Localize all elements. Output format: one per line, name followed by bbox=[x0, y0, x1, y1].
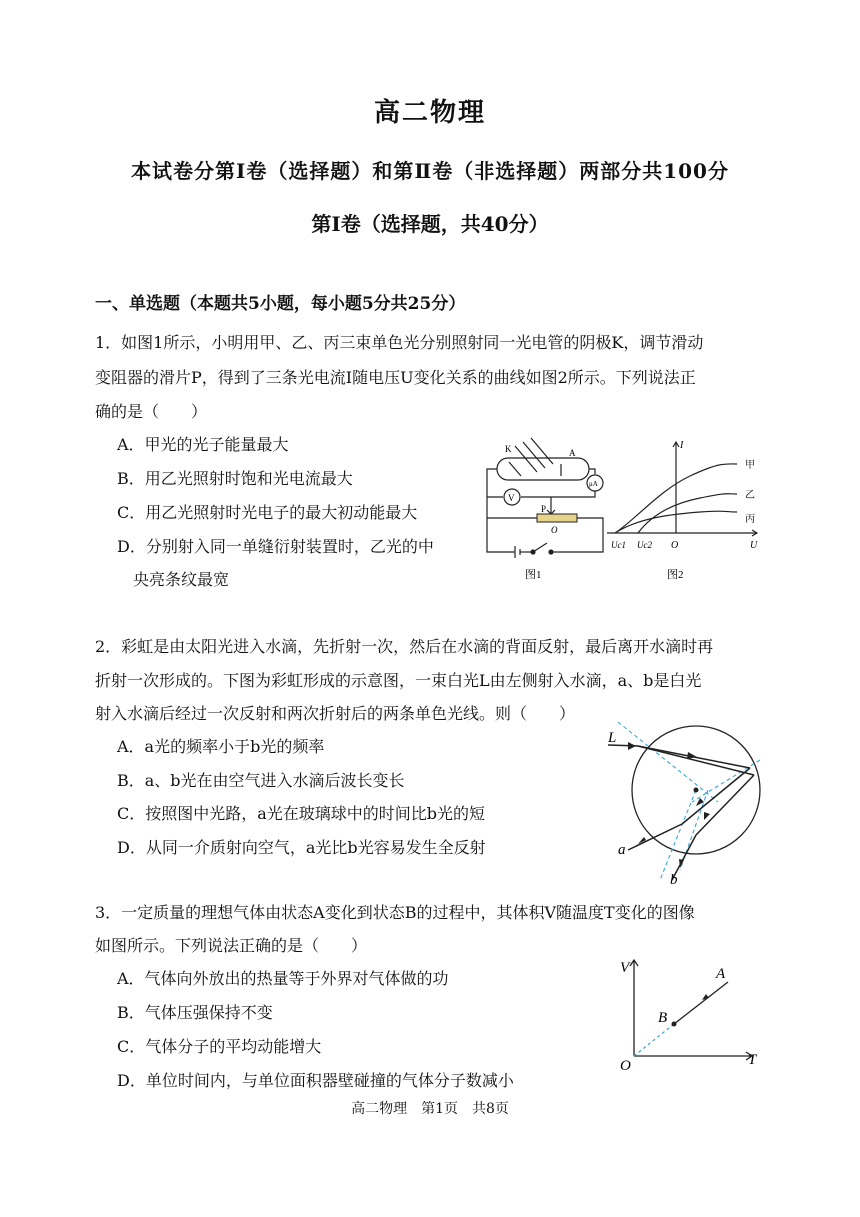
legend-jia: 甲 bbox=[745, 460, 755, 471]
q1-stem-line2: 变阻器的滑片P，得到了三条光电流I随电压U变化关系的曲线如图2所示。下列说法正 bbox=[95, 368, 696, 387]
legend-bing: 丙 bbox=[745, 514, 755, 525]
tick-uc1: Uc1 bbox=[611, 540, 626, 550]
q1-option-a: A．甲光的光子能量最大 bbox=[117, 435, 289, 454]
axis-label-i: I bbox=[680, 440, 684, 451]
q2-stem-line2: 折射一次形成的。下图为彩虹形成的示意图，一束白光L由左侧射入水滴，a、b是白光 bbox=[95, 671, 702, 690]
point-label-a: A bbox=[716, 966, 726, 982]
origin-label: O bbox=[620, 1058, 631, 1074]
q2-option-b: B．a、b光在由空气进入水滴后波长变长 bbox=[117, 771, 405, 790]
part-heading: 第Ⅰ卷（选择题，共40分） bbox=[311, 212, 549, 236]
figure1-caption: 图1 bbox=[525, 569, 542, 581]
q2-stem-line3: 射入水滴后经过一次反射和两次折射后的两条单色光线。则（ ） bbox=[95, 704, 576, 723]
q2-stem-line1: 2．彩虹是由太阳光进入水滴，先折射一次，然后在水滴的背面反射，最后离开水滴时再 bbox=[95, 637, 714, 656]
figure2-caption: 图2 bbox=[667, 569, 684, 581]
q3-vt-graph bbox=[612, 952, 772, 1077]
q3-option-d: D．单位时间内，与单位面积器壁碰撞的气体分子数减小 bbox=[117, 1071, 514, 1090]
q2-option-c: C．按照图中光路，a光在玻璃球中的时间比b光的短 bbox=[117, 804, 486, 823]
exam-info: 本试卷分第Ⅰ卷（选择题）和第Ⅱ卷（非选择题）两部分共100分 bbox=[131, 159, 729, 183]
q3-option-b: B．气体压强保持不变 bbox=[117, 1003, 273, 1022]
legend-yi: 乙 bbox=[745, 490, 755, 501]
label-a-ray: a bbox=[618, 842, 626, 858]
label-l: L bbox=[608, 730, 617, 746]
q2-option-d: D．从同一介质射向空气，a光比b光容易发生全反射 bbox=[117, 838, 486, 857]
q1-iu-graph bbox=[605, 432, 765, 582]
q3-stem-line1: 3．一定质量的理想气体由状态A变化到状态B的过程中，其体积V随温度T变化的图像 bbox=[95, 903, 695, 922]
q2-option-a: A．a光的频率小于b光的频率 bbox=[117, 737, 325, 756]
q2-rainbow-figure bbox=[600, 720, 775, 890]
q1-option-b: B．用乙光照射时饱和光电流最大 bbox=[117, 469, 353, 488]
q1-circuit-figure bbox=[475, 432, 615, 582]
q1-stem-line1: 1．如图1所示，小明用甲、乙、丙三束单色光分别照射同一光电管的阴极K，调节滑动 bbox=[95, 333, 704, 352]
axis-label-u: U bbox=[750, 540, 758, 551]
label-k: K bbox=[505, 444, 512, 454]
axis-label-t: T bbox=[748, 1052, 757, 1068]
tick-uc2: Uc2 bbox=[637, 540, 652, 550]
q1-option-d: D．分别射入同一单缝衍射装置时，乙光的中 bbox=[117, 537, 434, 556]
point-label-b: B bbox=[658, 1010, 668, 1026]
q1-stem-line3: 确的是（ ） bbox=[95, 402, 208, 421]
axis-label-v: V bbox=[620, 960, 630, 976]
label-microammeter: μA bbox=[589, 480, 598, 488]
label-a: A bbox=[569, 448, 576, 458]
page-footer: 高二物理 第1页 共8页 bbox=[351, 1101, 509, 1117]
q3-option-c: C．气体分子的平均动能增大 bbox=[117, 1037, 322, 1056]
q1-option-d-cont: 央亮条纹最宽 bbox=[133, 570, 230, 589]
section-heading: 一、单选题（本题共5小题，每小题5分共25分） bbox=[95, 294, 466, 314]
label-v: V bbox=[508, 493, 515, 503]
label-p: P bbox=[541, 504, 547, 514]
q1-option-c: C．用乙光照射时光电子的最大初动能最大 bbox=[117, 503, 418, 522]
origin-label: O bbox=[671, 540, 679, 551]
page-title: 高二物理 bbox=[373, 98, 486, 128]
label-b-ray: b bbox=[670, 872, 678, 888]
q3-option-a: A．气体向外放出的热量等于外界对气体做的功 bbox=[117, 969, 449, 988]
q3-stem-line2: 如图所示。下列说法正确的是（ ） bbox=[95, 936, 368, 955]
label-o: O bbox=[551, 525, 558, 535]
phototube bbox=[497, 458, 589, 480]
